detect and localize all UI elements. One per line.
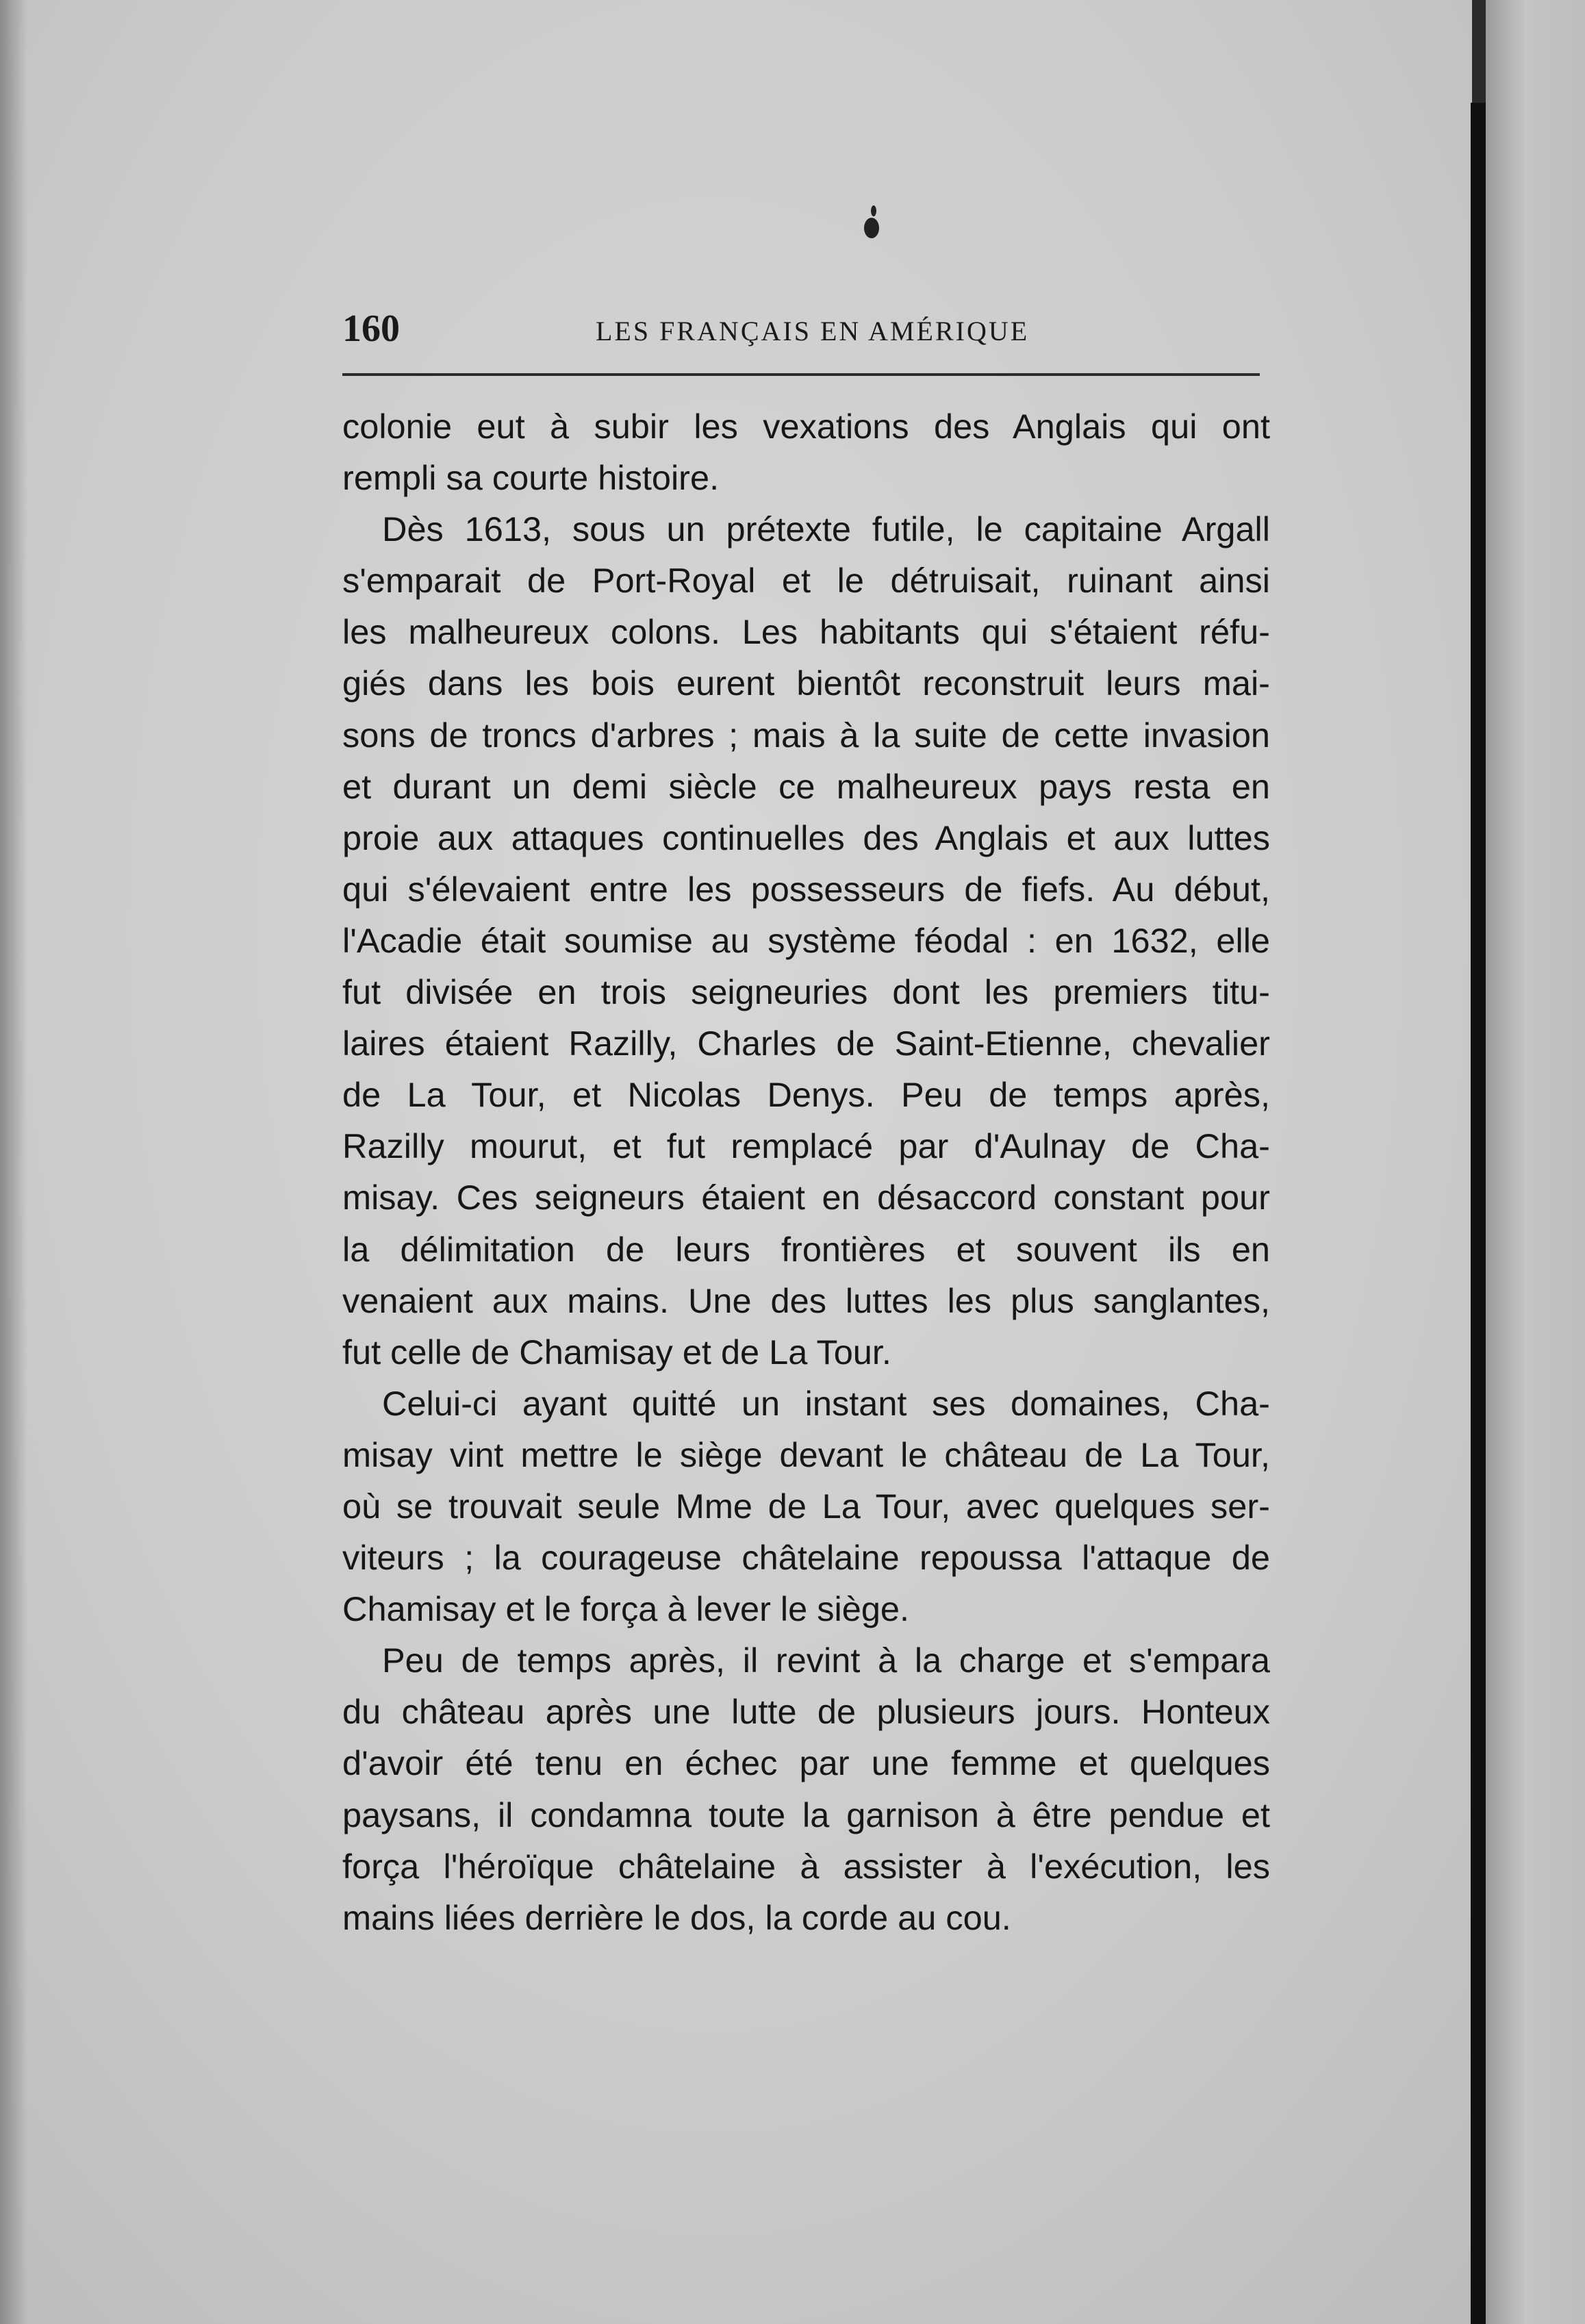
text-line: mains liées derrière le dos, la corde au cou.: [342, 1897, 1011, 1937]
text-line: et durant un demi siècle ce malheureux pays resta en: [342, 766, 1270, 806]
text-line: viteurs ; la courageuse châtelaine repoussa l'attaque de: [342, 1538, 1270, 1578]
text-line: giés dans les bois eurent bientôt reconstruit leurs mai-: [342, 664, 1270, 703]
text-line: laires étaient Razilly, Charles de Saint-Etienne, chevalier: [342, 1024, 1270, 1063]
text-line: força l'héroïque châtelaine à assister à l'exécution, les: [342, 1846, 1270, 1886]
text-line: venaient aux mains. Une des luttes les plus sanglantes,: [342, 1280, 1270, 1320]
text-line: Chamisay et le força à lever le siège.: [342, 1589, 910, 1629]
text-line: Celui-ci ayant quitté un instant ses domaines, Cha-: [382, 1383, 1270, 1423]
ink-speck: [871, 205, 876, 216]
ink-speck: [864, 218, 879, 238]
text-line: fut divisée en trois seigneuries dont les premiers titu-: [342, 972, 1270, 1012]
text-line: sons de troncs d'arbres ; mais à la suite de cette invasion: [342, 715, 1270, 755]
text-line: les malheureux colons. Les habitants qui s'étaient réfu-: [342, 612, 1270, 652]
text-line: paysans, il condamna toute la garnison à être pendue et: [342, 1795, 1270, 1834]
text-line: Peu de temps après, il revint à la charge et s'empara: [382, 1641, 1270, 1680]
header-rule: [342, 373, 1260, 376]
text-line: s'emparait de Port-Royal et le détruisait, ruinant ainsi: [342, 561, 1270, 601]
left-page-shadow: [0, 0, 27, 2324]
text-line: rempli sa courte histoire.: [342, 458, 720, 498]
page-edge-line: [1471, 103, 1486, 2324]
text-line: Razilly mourut, et fut remplacé par d'Aulnay de Cha-: [342, 1126, 1270, 1166]
running-title: LES FRANÇAIS EN AMÉRIQUE: [596, 316, 1030, 346]
text-line: misay vint mettre le siège devant le château de La Tour,: [342, 1435, 1270, 1474]
binding-notch: [1472, 0, 1486, 103]
text-line: la délimitation de leurs frontières et souvent ils en: [342, 1229, 1270, 1269]
text-line: colonie eut à subir les vexations des Anglais qui ont: [342, 407, 1270, 446]
text-line: où se trouvait seule Mme de La Tour, avec quelques ser-: [342, 1486, 1270, 1526]
text-line: fut celle de Chamisay et de La Tour.: [342, 1332, 891, 1372]
text-line: d'avoir été tenu en échec par une femme et quelques: [342, 1743, 1270, 1783]
text-line: du château après une lutte de plusieurs jours. Honteux: [342, 1692, 1270, 1732]
text-line: misay. Ces seigneurs étaient en désaccord constant pour: [342, 1178, 1270, 1217]
body-text: [342, 401, 1270, 1943]
page-number: 160: [342, 307, 400, 350]
running-head: [342, 301, 1260, 363]
text-line: proie aux attaques continuelles des Anglais et aux luttes: [342, 818, 1270, 857]
text-line: de La Tour, et Nicolas Denys. Peu de temps après,: [342, 1075, 1270, 1115]
text-line: Dès 1613, sous un prétexte futile, le capitaine Argall: [382, 509, 1270, 549]
text-line: qui s'élevaient entre les possesseurs de fiefs. Au début,: [342, 869, 1270, 909]
right-margin-strip: [1486, 0, 1585, 2324]
text-line: l'Acadie était soumise au système féodal : en 1632, elle: [342, 920, 1270, 960]
